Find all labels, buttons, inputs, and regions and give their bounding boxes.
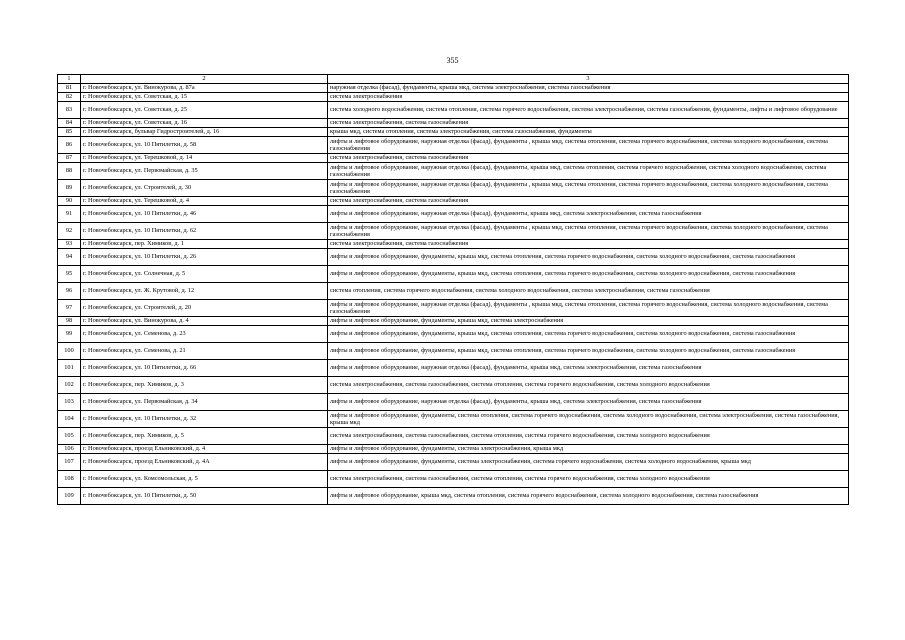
table-row xyxy=(58,163,849,180)
row-address-cell: г. Новочебоксарск, пер. Химиков, д. 3 xyxy=(81,377,328,394)
row-address-cell: г. Новочебоксарск, ул. Первомайская, д. 35 xyxy=(81,163,328,180)
row-number-cell: 100 xyxy=(58,343,81,360)
table-row xyxy=(58,223,849,240)
row-works-cell: лифты и лифтовое оборудование, фундаменты, крыша мкд, система отопления, система горячего водоснабжения, система холодного водоснабжения, система газоснабжения xyxy=(328,343,849,360)
row-address-cell: г. Новочебоксарск, ул. Ж. Крутовой, д. 12 xyxy=(81,283,328,300)
row-works-cell: лифты и лифтовое оборудование, фундаменты, крыша мкд, система отопления, система горячего водоснабжения, система холодного водоснабжения, система газоснабжения xyxy=(328,326,849,343)
table-row xyxy=(58,471,849,488)
row-address-cell: г. Новочебоксарск, ул. 10 Пятилетки, д. 32 xyxy=(81,411,328,428)
row-works-cell: лифты и лифтовое оборудование, наружная отделка (фасад), фундаменты , крыша мкд, система отопления, система горячего водоснабжения, система холодного водоснабжения, система газоснабжения xyxy=(328,137,849,154)
row-number-cell: 89 xyxy=(58,180,81,197)
row-works-cell: система отопления, система горячего водоснабжения, система холодного водоснабжения, система электроснабжения, система газоснабжения xyxy=(328,283,849,300)
table-row xyxy=(58,343,849,360)
row-address-cell: г. Новочебоксарск, бульвар Гидростроителей, д. 16 xyxy=(81,128,328,137)
row-works-cell: лифты и лифтовое оборудование, наружная отделка (фасад), фундаменты , крыша мкд, система отопления, система горячего водоснабжения, система холодного водоснабжения, система газоснабжения xyxy=(328,300,849,317)
row-address-cell: г. Новочебоксарск, ул. Первомайская, д. 34 xyxy=(81,394,328,411)
row-works-cell: лифты и лифтовое оборудование, наружная отделка (фасад), фундаменты, крыша мкд, система электроснабжения, система газоснабжения xyxy=(328,206,849,223)
table-row xyxy=(58,454,849,471)
row-address-cell: г. Новочебоксарск, пер. Химиков, д. 1 xyxy=(81,240,328,249)
row-address-cell: г. Новочебоксарск, ул. Семенова, д. 21 xyxy=(81,343,328,360)
table-row xyxy=(58,360,849,377)
row-number-cell: 94 xyxy=(58,249,81,266)
row-works-cell: лифты и лифтовое оборудование, наружная отделка (фасад), фундаменты, крыша мкд, система электроснабжения, система газоснабжения xyxy=(328,394,849,411)
row-number-cell: 93 xyxy=(58,240,81,249)
row-works-cell: лифты и лифтовое оборудование, наружная отделка (фасад), фундаменты , крыша мкд, система отопления, система горячего водоснабжения, система холодного водоснабжения, система газоснабжения xyxy=(328,223,849,240)
row-address-cell: г. Новочебоксарск, ул. 10 Пятилетки, д. 66 xyxy=(81,360,328,377)
row-number-cell: 102 xyxy=(58,377,81,394)
table-row xyxy=(58,137,849,154)
table-row xyxy=(58,102,849,119)
row-address-cell: г. Новочебоксарск, ул. 10 Пятилетки, д. 58 xyxy=(81,137,328,154)
table-row xyxy=(58,377,849,394)
row-number-cell: 101 xyxy=(58,360,81,377)
row-number-cell: 90 xyxy=(58,197,81,206)
row-number-cell: 104 xyxy=(58,411,81,428)
row-address-cell: г. Новочебоксарск, ул. 10 Пятилетки, д. 26 xyxy=(81,249,328,266)
row-number-cell: 81 xyxy=(58,84,81,93)
table-row xyxy=(58,180,849,197)
row-number-cell: 86 xyxy=(58,137,81,154)
table-row xyxy=(58,93,849,102)
row-address-cell: г. Новочебоксарск, ул. Комсомольская, д. 5 xyxy=(81,471,328,488)
table-row xyxy=(58,84,849,93)
row-works-cell: лифты и лифтовое оборудование, фундаменты, система отопления, система горячего водоснабжения, система холодного водоснабжения, система электроснабжения, система газоснабжения, крыша мкд xyxy=(328,411,849,428)
row-works-cell: система холодного водоснабжения, система отопления, система горячего водоснабжения, система электроснабжения, система газоснабжения, фундаменты, лифты и лифтовое оборудование xyxy=(328,102,849,119)
row-works-cell: наружная отделка (фасад), фундаменты, крыша мкд, система электроснабжения, система газоснабжения xyxy=(328,84,849,93)
row-number-cell: 85 xyxy=(58,128,81,137)
table-row xyxy=(58,300,849,317)
table-row xyxy=(58,206,849,223)
row-number-cell: 98 xyxy=(58,317,81,326)
row-works-cell: система электроснабжения, система газоснабжения xyxy=(328,119,849,128)
table-row xyxy=(58,394,849,411)
row-number-cell: 105 xyxy=(58,428,81,445)
row-address-cell: г. Новочебоксарск, ул. Винокурова, д. 4 xyxy=(81,317,328,326)
row-number-cell: 108 xyxy=(58,471,81,488)
table-row xyxy=(58,197,849,206)
table-row xyxy=(58,119,849,128)
row-works-cell: лифты и лифтовое оборудование, крыша мкд, система отопления, система горячего водоснабжения, система холодного водоснабжения, система газоснабжения xyxy=(328,488,849,505)
row-address-cell: г. Новочебоксарск, ул. 10 Пятилетки, д. 50 xyxy=(81,488,328,505)
row-address-cell: г. Новочебоксарск, ул. Строителей, д. 30 xyxy=(81,180,328,197)
table-row xyxy=(58,249,849,266)
table-body xyxy=(58,75,849,505)
row-address-cell: г. Новочебоксарск, ул. Семенова, д. 23 xyxy=(81,326,328,343)
row-works-cell: лифты и лифтовое оборудование, фундаменты, крыша мкд, система электроснабжения xyxy=(328,317,849,326)
row-number-cell: 99 xyxy=(58,326,81,343)
table-row xyxy=(58,488,849,505)
row-address-cell: г. Новочебоксарск, ул. Советская, д. 15 xyxy=(81,93,328,102)
row-address-cell: г. Новочебоксарск, пер. Химиков, д. 5 xyxy=(81,428,328,445)
row-works-cell: система электроснабжения, система газоснабжения xyxy=(328,197,849,206)
row-works-cell: лифты и лифтовое оборудование, фундаменты, система электроснабжения, система горячего водоснабжения, система холодного водоснабжения, крыша мкд xyxy=(328,454,849,471)
table-row xyxy=(58,317,849,326)
row-address-cell: г. Новочебоксарск, ул. Терешковой, д. 14 xyxy=(81,154,328,163)
header-cell-number: 1 xyxy=(58,75,81,84)
table-row xyxy=(58,326,849,343)
row-address-cell: г. Новочебоксарск, ул. Терешковой, д. 4 xyxy=(81,197,328,206)
row-works-cell: лифты и лифтовое оборудование, фундаменты, крыша мкд, система отопления, система горячего водоснабжения, система холодного водоснабжения, система газоснабжения xyxy=(328,266,849,283)
row-works-cell: система электроснабжения, система газоснабжения, система отопления, система горячего водоснабжения, система холодного водоснабжения xyxy=(328,377,849,394)
row-address-cell: г. Новочебоксарск, ул. Строителей, д. 20 xyxy=(81,300,328,317)
page-number: 355 xyxy=(446,56,459,65)
row-number-cell: 83 xyxy=(58,102,81,119)
table-row xyxy=(58,411,849,428)
row-address-cell: г. Новочебоксарск, проезд Ельниковский, д. 4 xyxy=(81,445,328,454)
row-address-cell: г. Новочебоксарск, ул. Советская, д. 16 xyxy=(81,119,328,128)
row-works-cell: лифты и лифтовое оборудование, фундаменты, крыша мкд, система отопления, система горячего водоснабжения, система холодного водоснабжения, система газоснабжения xyxy=(328,249,849,266)
row-number-cell: 84 xyxy=(58,119,81,128)
row-works-cell: лифты и лифтовое оборудование, наружная отделка (фасад), фундаменты , крыша мкд, система отопления, система горячего водоснабжения, система холодного водоснабжения, система газоснабжения xyxy=(328,180,849,197)
row-works-cell: лифты и лифтовое оборудование, наружная отделка (фасад), фундаменты, крыша мкд, система отопления, система горячего водоснабжения, система холодного водоснабжения, система газоснабжения xyxy=(328,163,849,180)
header-cell-works: 3 xyxy=(328,75,849,84)
row-number-cell: 107 xyxy=(58,454,81,471)
row-works-cell: система электроснабжения, система газоснабжения, система отопления, система горячего водоснабжения, система холодного водоснабжения xyxy=(328,428,849,445)
row-address-cell: г. Новочебоксарск, проезд Ельниковский, д. 4А xyxy=(81,454,328,471)
row-number-cell: 91 xyxy=(58,206,81,223)
row-number-cell: 82 xyxy=(58,93,81,102)
table-row xyxy=(58,283,849,300)
row-works-cell: крыша мкд, система отопления, система электроснабжения, система газоснабжения, фундаменты xyxy=(328,128,849,137)
row-works-cell: лифты и лифтовое оборудование, наружная отделка (фасад), фундаменты, крыша мкд, система электроснабжения, система газоснабжения xyxy=(328,360,849,377)
works-table xyxy=(57,74,849,505)
row-works-cell: система электроснабжения, система газоснабжения xyxy=(328,240,849,249)
row-address-cell: г. Новочебоксарск, ул. 10 Пятилетки, д. 46 xyxy=(81,206,328,223)
table-row xyxy=(58,154,849,163)
row-works-cell: лифты и лифтовое оборудование, фундаменты, система электроснабжения, крыша мкд xyxy=(328,445,849,454)
row-number-cell: 88 xyxy=(58,163,81,180)
table-row xyxy=(58,240,849,249)
row-address-cell: г. Новочебоксарск, ул. Солнечная, д. 5 xyxy=(81,266,328,283)
row-number-cell: 95 xyxy=(58,266,81,283)
table-row xyxy=(58,128,849,137)
header-row xyxy=(58,75,849,84)
table-row xyxy=(58,428,849,445)
row-works-cell: система электроснабжения xyxy=(328,93,849,102)
table-row xyxy=(58,266,849,283)
row-number-cell: 92 xyxy=(58,223,81,240)
row-address-cell: г. Новочебоксарск, ул. 10 Пятилетки, д. 62 xyxy=(81,223,328,240)
row-number-cell: 103 xyxy=(58,394,81,411)
row-address-cell: г. Новочебоксарск, ул. Советская, д. 25 xyxy=(81,102,328,119)
row-number-cell: 106 xyxy=(58,445,81,454)
row-number-cell: 87 xyxy=(58,154,81,163)
row-works-cell: система электроснабжения, система газоснабжения, система отопления, система горячего водоснабжения, система холодного водоснабжения xyxy=(328,471,849,488)
row-address-cell: г. Новочебоксарск, ул. Винокурова, д. 87а xyxy=(81,84,328,93)
table-row xyxy=(58,445,849,454)
row-number-cell: 109 xyxy=(58,488,81,505)
header-cell-address: 2 xyxy=(81,75,328,84)
row-works-cell: система электроснабжения, система газоснабжения xyxy=(328,154,849,163)
row-number-cell: 97 xyxy=(58,300,81,317)
row-number-cell: 96 xyxy=(58,283,81,300)
